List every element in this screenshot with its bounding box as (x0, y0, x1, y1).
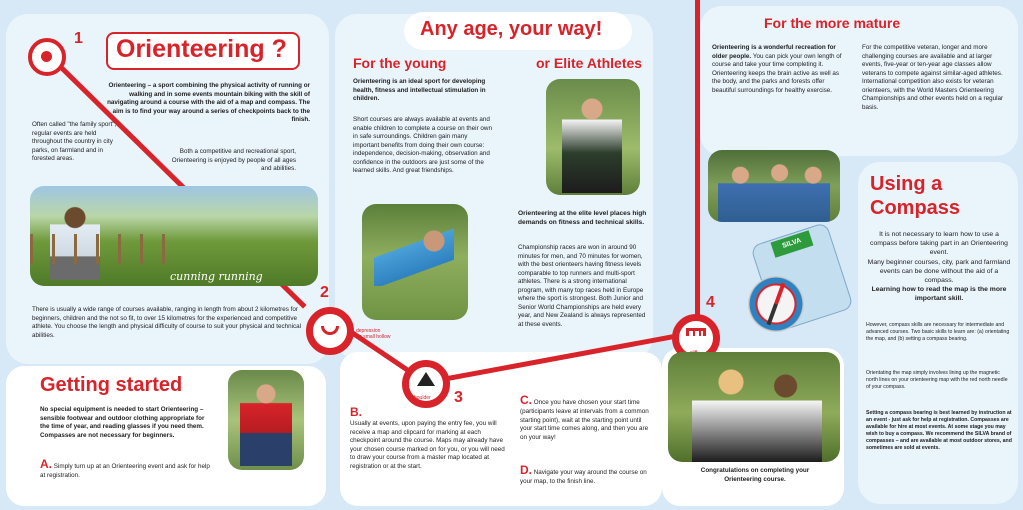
control-number-1: 1 (74, 30, 83, 47)
elite-heading: or Elite Athletes (536, 55, 643, 71)
compass-intro (866, 230, 1012, 303)
step-b-text: Usually at events, upon paying the entry fee, you will receive a map and clipcard for marking at each checkpoint around the course. Maps may already have your chosen course marked on for you, or you will need to draw your course from a master map located at registration or at the start. (350, 420, 505, 470)
congrats-photo (668, 352, 840, 462)
step-a-text: Simply turn up at an Orienteering event and ask for help at registration. (40, 463, 210, 480)
fence-posts (30, 234, 170, 264)
control-number-4: 4 (706, 294, 715, 311)
photo-caption: cunning running (170, 270, 263, 283)
mature-col1 (712, 44, 844, 95)
athlete-figure (562, 93, 622, 193)
silva-strip: SILVA (771, 230, 814, 258)
page-title: Orienteering ? (116, 35, 287, 63)
start-lead: No special equipment is needed to start Orienteering – sensible footwear and outdoor clothing appropriate for the time of year, and reading glasses if you need them. Compasses are not necessary for beginners. (40, 406, 205, 439)
compass-p3: Learning how to read the map is the more important skill. (871, 286, 1007, 303)
intro-definition (96, 82, 310, 125)
veterans-figures (718, 162, 830, 222)
step-d-letter: D. (520, 463, 532, 477)
mature-heading: For the more mature (764, 15, 901, 31)
mature-col2: For the competitive veteran, longer and more challenging courses are available and at larger events, five-year or ten-year age classes allow veterans to compete against similar-aged athletes. International competition also exists for veteran orienteers, with the World Masters Orienteering Championships and other events held on a regular basis. (862, 44, 1004, 111)
elite-athlete-photo (546, 79, 640, 195)
depression-label: depression - a small hollow (356, 328, 391, 340)
step-b-letter: B. (350, 405, 362, 419)
start-dot-icon (41, 51, 52, 62)
step-a (40, 456, 215, 481)
compass-p6: Setting a compass bearing is best learned by instruction at an event - just ask for help at registration. Compasses are available for hire at most events. At some stage you may wish to buy a compass. We recommend the SILVA brand of compasses – and are available at most outdoor stores, and sometimes are sold at events. (866, 410, 1012, 452)
boulder-icon (417, 372, 435, 386)
compass-p2: Many beginner courses, city, park and farmland events can be done without the aid of a compass. (867, 258, 1011, 284)
cunning-running-photo (30, 186, 318, 286)
step-b (350, 404, 510, 471)
compass-p1: It is not necessary to learn how to use a compass before taking part in an Orienteering event. (870, 231, 1008, 257)
step-c (520, 392, 654, 442)
step-d-text: Navigate your way around the course on your map, to the finish line. (520, 469, 647, 486)
congrats-text: Congratulations on completing your Orienteering course. (700, 467, 810, 483)
young-heading: For the young (353, 55, 447, 71)
mature-col1-lead: Orienteering is a wonderful recreation for older people. (712, 44, 836, 60)
boulder-label: boulder (414, 395, 431, 401)
step-a-letter: A. (40, 457, 52, 471)
definition-text: Orienteering – a sport combining the physical activity of running or walking and in some events mountain biking with the skill of navigating around a course with the aid of a map and compass. The aim is to find your way around a series of checkpoints back to the finish. (107, 82, 310, 123)
control-number-2: 2 (320, 284, 329, 301)
young-lead: Orienteering is an ideal sport for developing health, fitness and intellectual stimulation in children. (353, 78, 486, 102)
family-text: Often called "the family sport", regular events are held throughout the country in city parks, on farmland and in forested areas. (32, 121, 117, 162)
step-d (520, 462, 654, 487)
child-marking-figure (240, 378, 292, 466)
young-body: Short courses are always available at events and enable children to complete a course on their own in safe surroundings. Children gain many important benefits from doing their own course: independence, decision-making, observation and confidence in the outdoors are just some of the learned skills. And great friendships. (353, 116, 492, 174)
clipcard-photo (228, 370, 304, 470)
competitive-text: Both a competitive and recreational sport, Orienteering is enjoyed by people of all ages and abilities. (171, 148, 296, 172)
any-age-heading: Any age, your way! (420, 18, 603, 40)
young-photo (362, 204, 468, 320)
control-number-3: 3 (454, 389, 463, 406)
finishers-figures (692, 362, 822, 462)
cliff-icon (686, 328, 706, 336)
child-runner (374, 226, 454, 286)
compass-p4: However, compass skills are necessary for intermediate and advanced courses. Two basic skills to learn are: (a) orientating the map, and (b) setting a compass bearing. (866, 322, 1010, 343)
mature-photo (708, 150, 840, 222)
mature-col1-body: You can pick your own length of course and take your time completing it. Orienteering keeps the brain active as well as the body, and the parks and forests offer beautiful surroundings for healthy exercise. (712, 52, 842, 94)
step-c-text: Once you have chosen your start time (participants leave at intervals from a common starting point), wait at the starting point until your start time comes along, and then you are on your way! (520, 399, 649, 441)
compass-heading: Using a Compass (870, 173, 961, 219)
elite-body: Championship races are won in around 90 minutes for men, and 70 minutes for women, with the best orienteers having fitness levels comparable to top runners and multi-sport athletes. There is a strong international program, with many top races held in Europe where the sport is strongest. Both Junior and Senior World Championships are held every year, and New Zealand is always represented at these events. (518, 244, 646, 328)
range-text: There is usually a wide range of courses available, ranging in length from about 2 kilometres for beginners, children and the not so fit, to over 15 kilometres for the experienced and competitive athlete. You choose the length and physical difficulty of course to suit your physical and technical abilities. (32, 306, 302, 339)
getting-started-heading: Getting started (40, 374, 183, 396)
route-leg-4-up (695, 0, 700, 330)
compass-p5: Orientating the map simply involves lining up the magnetic north lines on your orienteering map with the red north needle of your compass. (866, 370, 1008, 391)
step-c-letter: C. (520, 393, 532, 407)
elite-lead: Orienteering at the elite level places high demands on fitness and technical skills. (518, 210, 647, 226)
